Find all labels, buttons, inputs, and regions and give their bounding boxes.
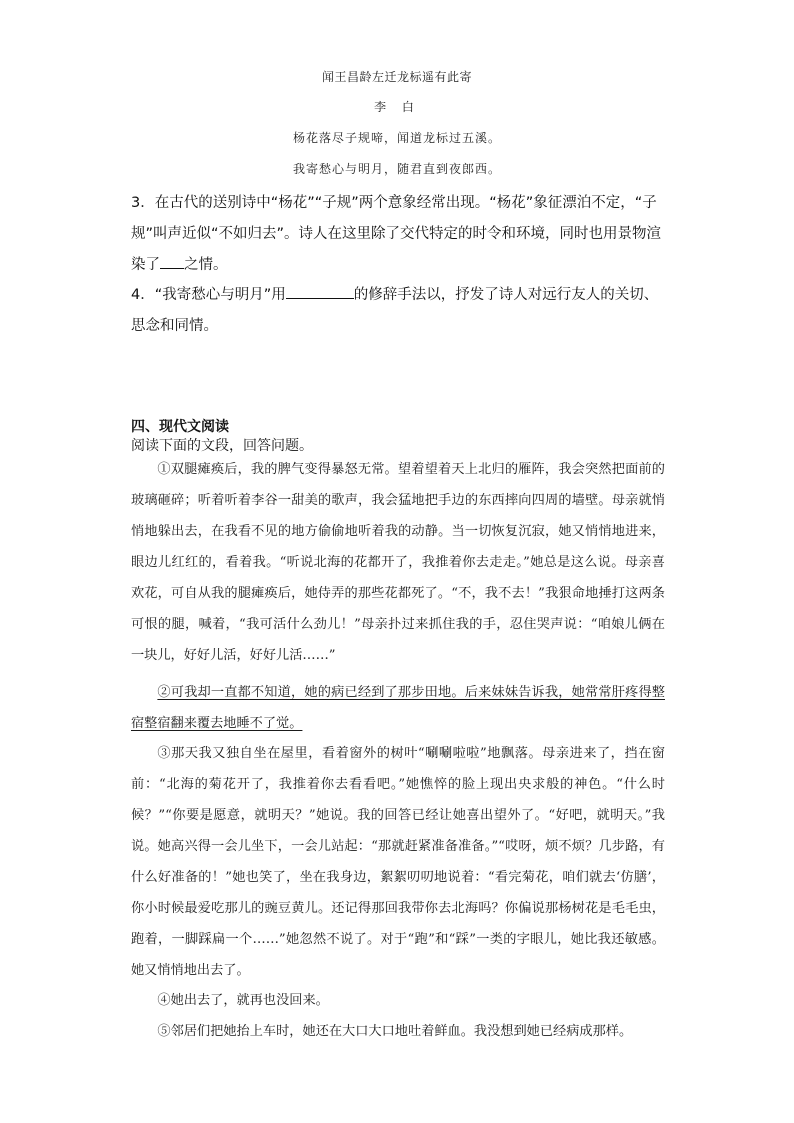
- poem-line-1: 杨花落尽子规啼，闻道龙标过五溪。: [292, 131, 501, 145]
- passage-paragraph-2: [131, 677, 665, 739]
- question-3-text: 3．在古代的送别诗中“杨花”“子规”两个意象经常出现。“杨花”象征漂泊不定，“子规”叫声近似“不如归去”。诗人在这里除了交代特定的时令和环境，同时也用景物渲染了: [131, 195, 662, 273]
- poem-title: 闻王昌龄左迁龙标遥有此寄: [321, 70, 472, 84]
- answer-blank-4[interactable]: [286, 283, 354, 299]
- question-3: [131, 188, 671, 281]
- passage-paragraph-4: ④她出去了，就再也没回来。: [157, 993, 329, 1008]
- section-title: 四、现代文阅读: [131, 419, 229, 435]
- section-instruction: 阅读下面的文段，回答问题。: [131, 438, 313, 454]
- poem-line-2: 我寄愁心与明月，随君直到夜郎西。: [292, 162, 501, 176]
- passage-paragraph-3: ③那天我又独自坐在屋里，看着窗外的树叶“唰唰啦啦”地飘落。母亲进来了，挡在窗前：“北海的菊花开了，我推着你去看看吧。”她憔悴的脸上现出央求般的神色。“什么时候？”“你要是愿意，就明天？”她说。我的回答已经让她喜出望外了。“好吧，就明天。”我说。她高兴得一会儿坐下，一会儿站起：“那就赶紧准备准备。”“哎呀，烦不烦？几步路，有什么好准备的！”她也笑了，坐在我身边，絮絮叨叨地说着：“看完菊花，咱们就去‘仿膳’，你小时候最爱吃那儿的豌豆黄儿。还记得那回我带你去北海吗？你偏说那杨树花是毛毛虫，跑着，一脚踩扁一个……”她忽然不说了。对于“跑”和“踩”一类的字眼儿，她比我还敏感。她又悄悄地出去了。: [131, 746, 665, 978]
- passage-paragraph-5: ⑤邻居们把她抬上车时，她还在大口大口地吐着鲜血。我没想到她已经病成那样。: [157, 1024, 633, 1039]
- poem-author: 李 白: [374, 100, 420, 114]
- question-4-text: 4．“我寄愁心与明月”用: [131, 287, 286, 303]
- answer-blank-3[interactable]: [160, 253, 184, 269]
- underlined-sentence: ②可我却一直都不知道，她的病已经到了那步田地。后来妹妹告诉我，她常常肝疼得整宿整宿翻来覆去地睡不了觉。: [131, 685, 665, 731]
- question-3-text-end: 之情。: [184, 257, 228, 273]
- passage-paragraph-1: ①双腿瘫痪后，我的脾气变得暴怒无常。望着望着天上北归的雁阵，我会突然把面前的玻璃砸碎；听着听着李谷一甜美的歌声，我会猛地把手边的东西摔向四周的墙壁。母亲就悄悄地躲出去，在我看不见的地方偷偷地听着我的动静。当一切恢复沉寂，她又悄悄地进来，眼边儿红红的，看着我。“听说北海的花都开了，我推着你去走走。”她总是这么说。母亲喜欢花，可自从我的腿瘫痪后，她侍弄的那些花都死了。“不，我不去！”我狠命地捶打这两条可恨的腿，喊着，“我可活什么劲儿！”母亲扑过来抓住我的手，忍住哭声说：“咱娘儿俩在一块儿，好好儿活，好好儿活……”: [131, 462, 665, 663]
- question-4: [131, 280, 671, 342]
- question-4-text-end: 的修辞手法以，抒发了诗人对远行友人的关切、思念和同情。: [131, 287, 659, 334]
